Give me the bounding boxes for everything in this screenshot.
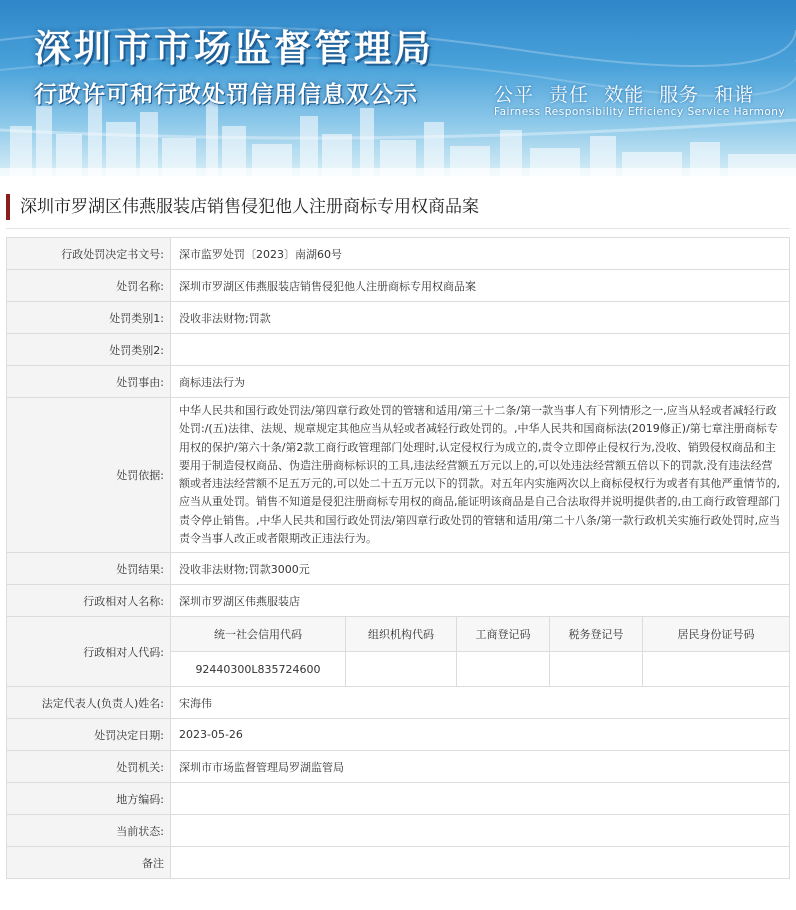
- header-banner: [0, 0, 796, 176]
- category2-value: [171, 334, 790, 366]
- business-reg-value: [457, 652, 550, 687]
- table-row: [7, 302, 790, 334]
- category1-value: 没收非法财物;罚款: [171, 302, 790, 334]
- table-row: [7, 585, 790, 617]
- party-code-cell: [171, 617, 790, 687]
- table-row: [7, 334, 790, 366]
- status-label: 当前状态:: [7, 815, 171, 847]
- region-code-label: 地方编码:: [7, 783, 171, 815]
- result-label: 处罚结果:: [7, 553, 171, 585]
- divider: [6, 228, 790, 229]
- authority-label: 处罚机关:: [7, 751, 171, 783]
- table-row: [7, 270, 790, 302]
- date-value: 2023-05-26: [171, 719, 790, 751]
- table-row: [7, 553, 790, 585]
- case-title: 深圳市罗湖区伟燕服装店销售侵犯他人注册商标专用权商品案: [6, 194, 796, 220]
- authority-value: 深圳市市场监督管理局罗湖监管局: [171, 751, 790, 783]
- banner-title: 深圳市市场监督管理局: [34, 27, 434, 70]
- table-row: [7, 238, 790, 270]
- org-code-value: [346, 652, 457, 687]
- legal-rep-label: 法定代表人(负责人)姓名:: [7, 687, 171, 719]
- table-row: [7, 847, 790, 879]
- penalty-name-value: 深圳市罗湖区伟燕服装店销售侵犯他人注册商标专用权商品案: [171, 270, 790, 302]
- legal-rep-value: 宋海伟: [171, 687, 790, 719]
- code-header: 统一社会信用代码: [171, 617, 346, 652]
- party-name-label: 行政相对人名称:: [7, 585, 171, 617]
- reason-label: 处罚事由:: [7, 366, 171, 398]
- basis-value: 中华人民共和国行政处罚法/第四章行政处罚的管辖和适用/第三十二条/第一款当事人有下列情形之一,应当从轻或者减轻行政处罚:/(五)法律、法规、规章规定其他应当从轻或者减轻行政处罚的。,中华人民共和国商标法(2019修正)/第七章注册商标专用权的保护/第六十条/第2款工商行政管理部门处理时,认定侵权行为成立的,责令立即停止侵权行为,没收、销毁侵权商品和主要用于制造侵权商品、伪造注册商标标识的工具,违法经营额五万元以上的,可以处违法经营额五倍以下的罚款,没有违法经营额或者违法经营额不足五万元的,可以处二十五万元以下的罚款。对五年内实施两次以上商标侵权行为或者有其他严重情节的,应当从重处罚。销售不知道是侵犯注册商标专用权的商品,能证明该商品是自己合法取得并说明提供者的,由工商行政管理部门责令停止销售。,中华人民共和国行政处罚法/第四章行政处罚的管辖和适用/第二十八条/第一款行政机关实施行政处罚时,应当责令当事人改正或者限期改正违法行为。: [171, 398, 790, 553]
- remark-label: 备注: [7, 847, 171, 879]
- code-header: 组织机构代码: [346, 617, 457, 652]
- table-row: [7, 719, 790, 751]
- id-card-value: [643, 652, 790, 687]
- credit-code-value: 92440300L835724600: [171, 652, 346, 687]
- table-row: [7, 398, 790, 553]
- banner-slogan-en: Fairness Responsibility Efficiency Service Harmony: [494, 106, 786, 118]
- table-row: [7, 815, 790, 847]
- case-detail-table: [6, 237, 790, 879]
- doc-no-value: 深市监罗处罚〔2023〕南湖60号: [171, 238, 790, 270]
- party-code-table: [171, 617, 789, 686]
- date-label: 处罚决定日期:: [7, 719, 171, 751]
- party-code-label: 行政相对人代码:: [7, 617, 171, 687]
- table-row: [7, 687, 790, 719]
- doc-no-label: 行政处罚决定书文号:: [7, 238, 171, 270]
- table-row: [7, 783, 790, 815]
- reason-value: 商标违法行为: [171, 366, 790, 398]
- category2-label: 处罚类别2:: [7, 334, 171, 366]
- category1-label: 处罚类别1:: [7, 302, 171, 334]
- remark-value: [171, 847, 790, 879]
- table-row: [7, 617, 790, 687]
- banner-slogan: 公平 责任 效能 服务 和谐: [494, 84, 755, 106]
- result-value: 没收非法财物;罚款3000元: [171, 553, 790, 585]
- tax-reg-value: [550, 652, 643, 687]
- penalty-name-label: 处罚名称:: [7, 270, 171, 302]
- table-row: [7, 366, 790, 398]
- table-row: [7, 751, 790, 783]
- basis-label: 处罚依据:: [7, 398, 171, 553]
- banner-subtitle: 行政许可和行政处罚信用信息双公示: [34, 82, 418, 108]
- party-name-value: 深圳市罗湖区伟燕服装店: [171, 585, 790, 617]
- status-value: [171, 815, 790, 847]
- code-header: 税务登记号: [550, 617, 643, 652]
- code-header: 工商登记码: [457, 617, 550, 652]
- region-code-value: [171, 783, 790, 815]
- code-header: 居民身份证号码: [643, 617, 790, 652]
